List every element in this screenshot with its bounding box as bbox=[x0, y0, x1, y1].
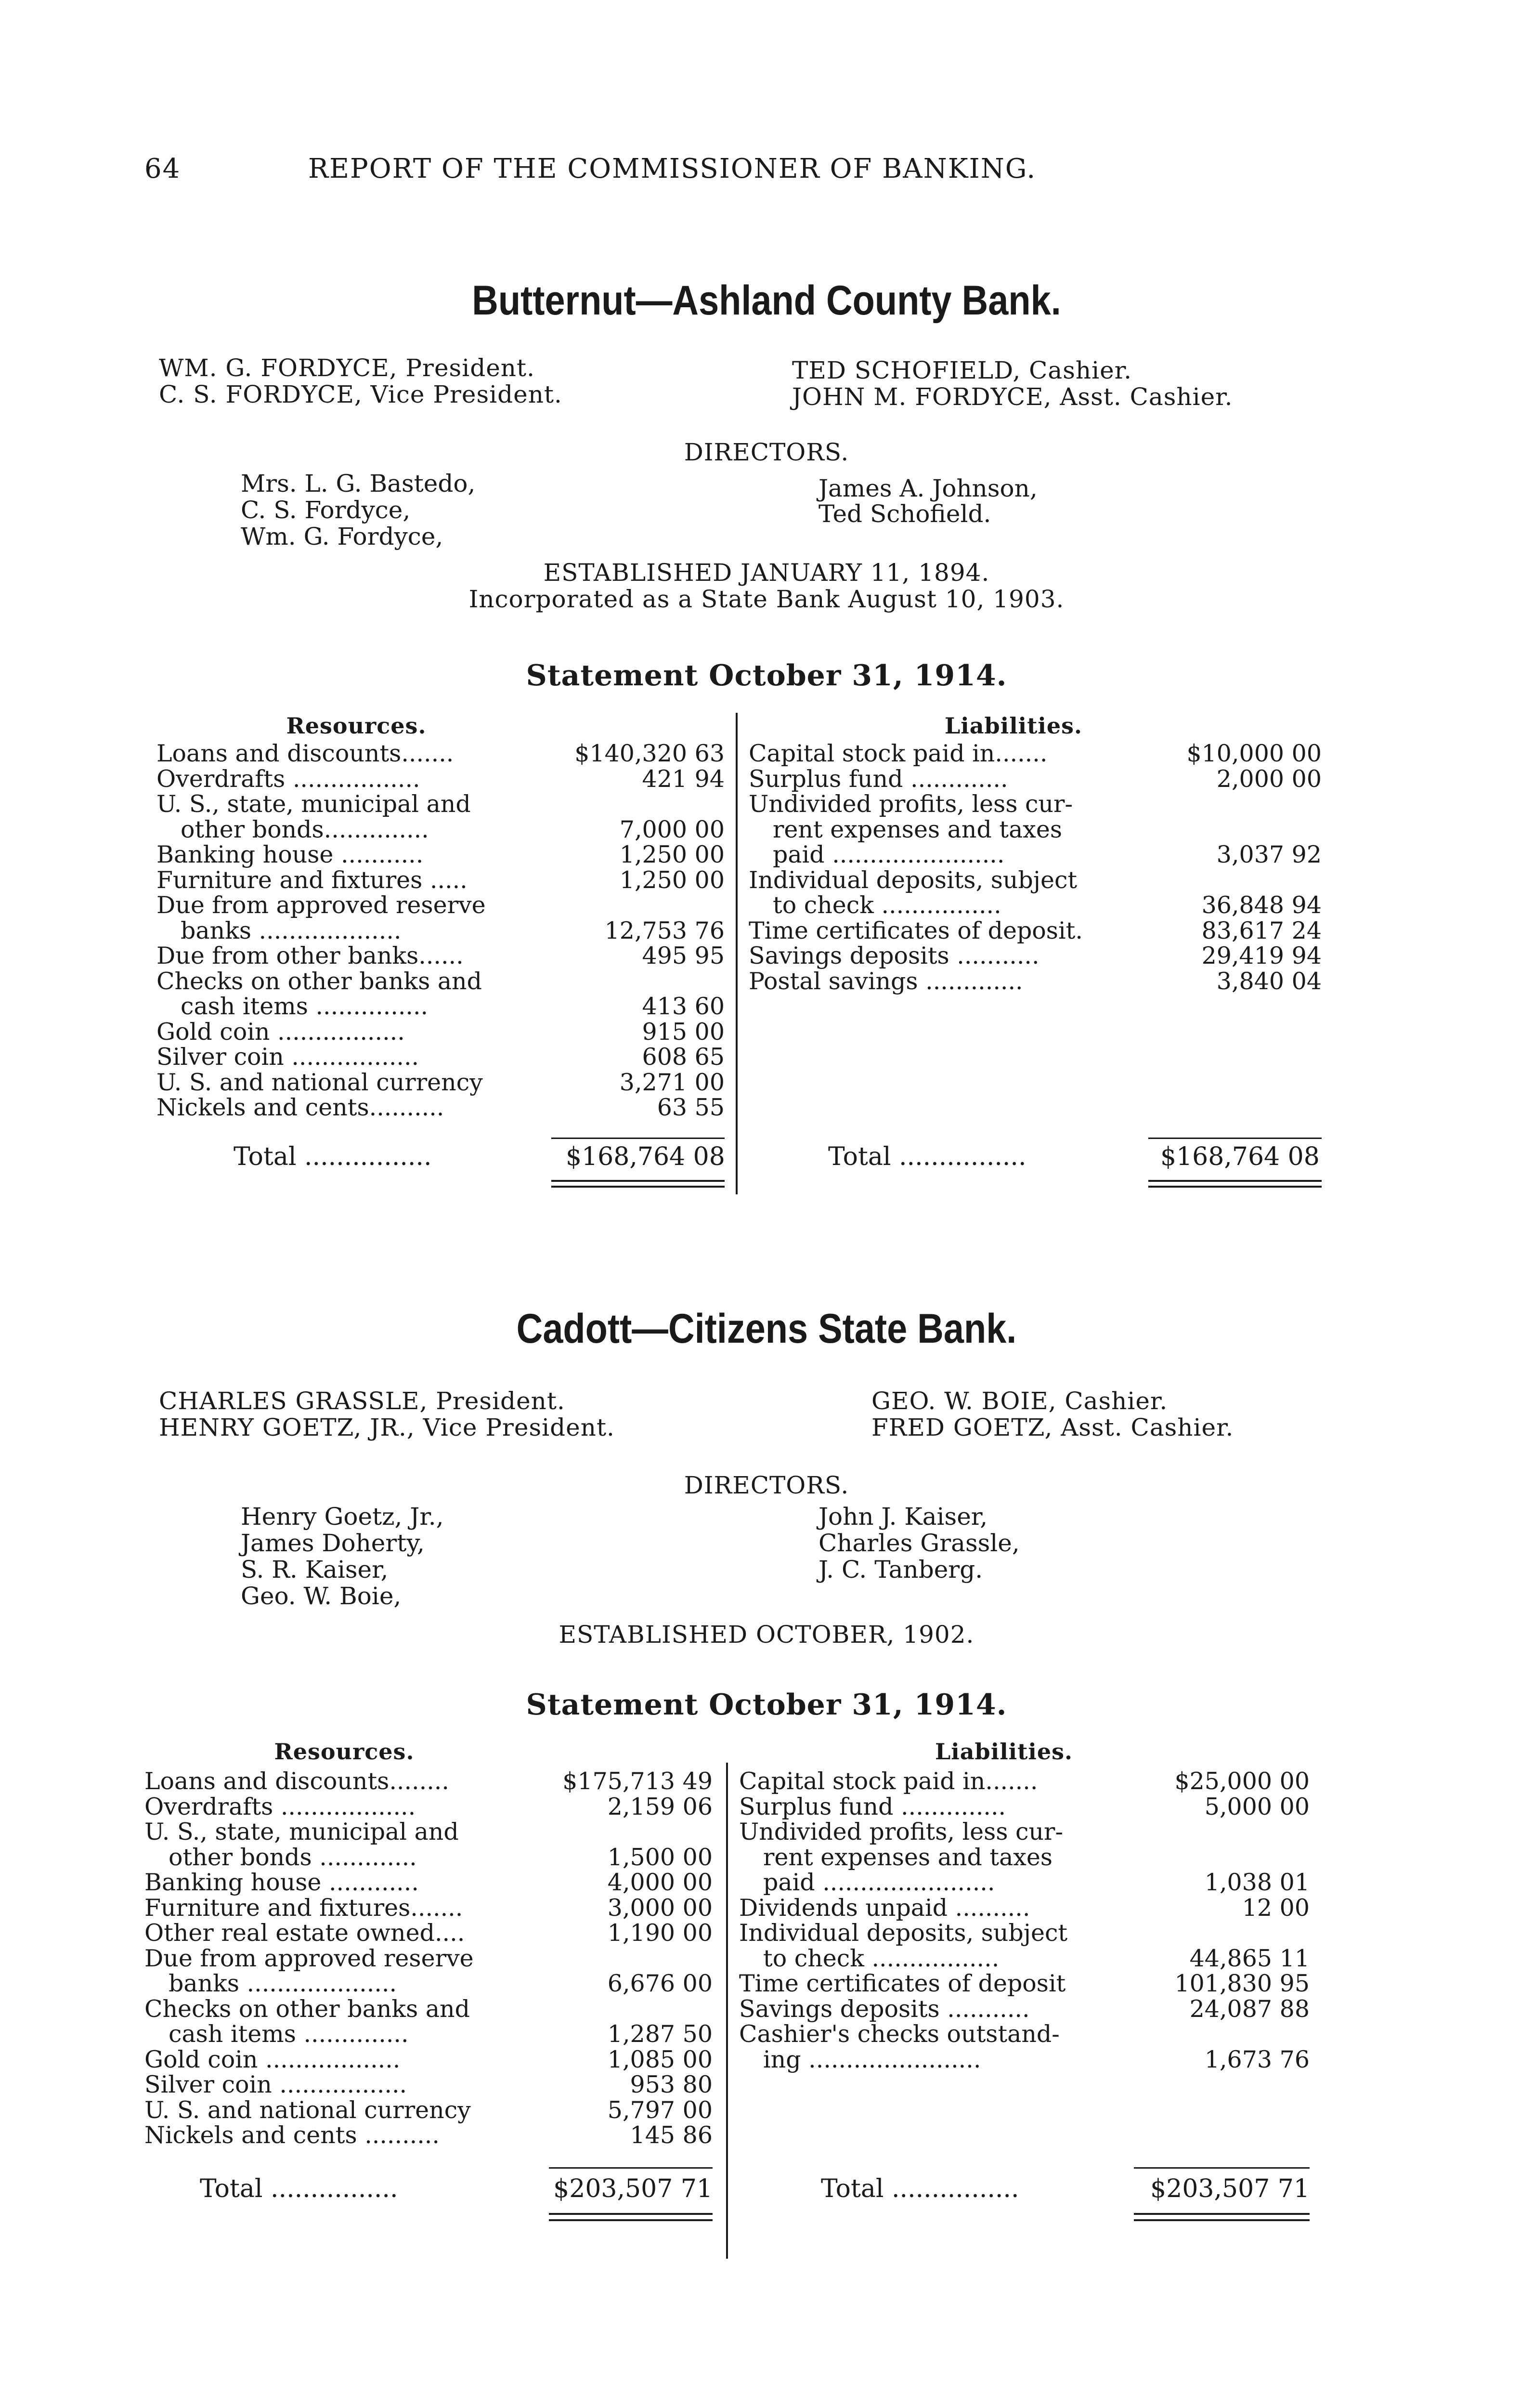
page-title: REPORT OF THE COMMISSIONER OF BANKING. bbox=[308, 153, 1037, 184]
resource-row bbox=[156, 918, 725, 944]
row-amount: 145 86 bbox=[630, 2121, 713, 2149]
incorporated-date: Incorporated as a State Bank August 10, 1903. bbox=[468, 585, 1065, 613]
directors-heading: DIRECTORS. bbox=[684, 1471, 849, 1499]
director-name: Mrs. L. G. Bastedo, bbox=[241, 470, 476, 497]
bank-title: Butternut—Ashland County Bank. bbox=[472, 277, 1061, 324]
director-name: Ted Schofield. bbox=[818, 500, 991, 528]
liability-row bbox=[749, 892, 1322, 918]
row-amount: $175,713 49 bbox=[562, 1767, 713, 1795]
resource-row bbox=[156, 867, 725, 893]
total-liabilities-row bbox=[821, 2174, 1310, 2203]
row-label: Banking house ............ bbox=[144, 1869, 419, 1896]
row-label: to check ................. bbox=[763, 1944, 1000, 1972]
row-amount: $140,320 63 bbox=[574, 740, 725, 767]
row-amount: 29,419 94 bbox=[1201, 942, 1322, 969]
resource-row bbox=[156, 892, 725, 918]
row-amount: 4,000 00 bbox=[607, 1869, 713, 1896]
row-label: Time certificates of deposit bbox=[739, 1970, 1066, 1997]
double-rule bbox=[549, 2213, 713, 2215]
resource-row bbox=[144, 1996, 713, 2022]
row-amount: 24,087 88 bbox=[1189, 1995, 1310, 2023]
subtotal-rule bbox=[1134, 2167, 1310, 2169]
liability-row bbox=[739, 1768, 1310, 1794]
row-label: U. S., state, municipal and bbox=[144, 1818, 459, 1845]
resources-heading: Resources. bbox=[286, 713, 427, 739]
officer-asst-cashier: JOHN M. FORDYCE, Asst. Cashier. bbox=[792, 383, 1233, 411]
liability-row bbox=[749, 867, 1322, 893]
double-rule bbox=[549, 2219, 713, 2221]
total-label: Total ................ bbox=[234, 1142, 432, 1171]
officer-cashier: TED SCHOFIELD, Cashier. bbox=[792, 356, 1132, 384]
director-name: Henry Goetz, Jr., bbox=[241, 1503, 444, 1531]
row-label: Silver coin ................. bbox=[144, 2071, 407, 2098]
total-liabilities-row bbox=[828, 1142, 1319, 1171]
page-header bbox=[144, 153, 1444, 192]
liability-row bbox=[739, 1920, 1310, 1946]
double-rule bbox=[1148, 1180, 1322, 1182]
row-amount: 5,797 00 bbox=[607, 2096, 713, 2124]
row-label: Checks on other banks and bbox=[144, 1995, 470, 2023]
resource-row bbox=[156, 817, 725, 843]
total-resources-amount: $168,764 08 bbox=[566, 1142, 725, 1171]
established-date: ESTABLISHED JANUARY 11, 1894. bbox=[543, 559, 990, 587]
director-name: James Doherty, bbox=[241, 1529, 425, 1557]
liability-row bbox=[749, 943, 1322, 969]
liability-row bbox=[739, 2021, 1310, 2047]
resource-row bbox=[156, 1019, 725, 1045]
row-amount: 101,830 95 bbox=[1174, 1970, 1310, 1997]
row-label: Savings deposits ........... bbox=[749, 942, 1039, 969]
director-name: S. R. Kaiser, bbox=[241, 1556, 389, 1584]
total-liabilities-amount: $168,764 08 bbox=[1160, 1142, 1320, 1171]
row-label: Due from approved reserve bbox=[156, 891, 486, 919]
officer-president: CHARLES GRASSLE, President. bbox=[159, 1387, 565, 1415]
row-label: Due from other banks...... bbox=[156, 942, 464, 969]
row-label: Due from approved reserve bbox=[144, 1944, 474, 1972]
row-amount: 2,159 06 bbox=[607, 1793, 713, 1820]
director-name: Charles Grassle, bbox=[818, 1529, 1020, 1557]
row-label: banks .................... bbox=[169, 1970, 397, 1997]
row-amount: 3,037 92 bbox=[1216, 841, 1322, 868]
resource-row bbox=[144, 1768, 713, 1794]
liability-row bbox=[739, 1971, 1310, 1997]
row-label: Dividends unpaid .......... bbox=[739, 1894, 1030, 1922]
resource-row bbox=[144, 1895, 713, 1921]
row-label: other bonds ............. bbox=[169, 1843, 417, 1871]
resource-row bbox=[156, 968, 725, 995]
resource-row bbox=[156, 1070, 725, 1096]
row-label: Capital stock paid in....... bbox=[739, 1767, 1038, 1795]
total-label: Total ................ bbox=[828, 1142, 1026, 1171]
resource-row bbox=[144, 2072, 713, 2098]
director-name: James A. Johnson, bbox=[818, 474, 1038, 502]
row-label: rent expenses and taxes bbox=[763, 1843, 1053, 1871]
officer-cashier: GEO. W. BOIE, Cashier. bbox=[871, 1387, 1168, 1415]
row-amount: 608 65 bbox=[642, 1043, 725, 1071]
row-label: Loans and discounts........ bbox=[144, 1767, 449, 1795]
liability-row bbox=[739, 1895, 1310, 1921]
row-label: Cashier's checks outstand- bbox=[739, 2020, 1060, 2048]
row-label: ing ....................... bbox=[763, 2045, 981, 2073]
row-amount: 1,500 00 bbox=[607, 1843, 713, 1871]
liability-row bbox=[749, 741, 1322, 767]
row-amount: 12,753 76 bbox=[604, 916, 725, 944]
row-amount: 413 60 bbox=[642, 993, 725, 1020]
resources-heading: Resources. bbox=[274, 1739, 415, 1765]
row-amount: 3,840 04 bbox=[1216, 967, 1322, 995]
liability-row bbox=[739, 2047, 1310, 2073]
resource-row bbox=[144, 1920, 713, 1946]
row-amount: 2,000 00 bbox=[1216, 765, 1322, 793]
row-amount: 1,190 00 bbox=[607, 1919, 713, 1947]
resource-row bbox=[144, 1845, 713, 1871]
row-amount: 915 00 bbox=[642, 1018, 725, 1046]
row-amount: 6,676 00 bbox=[607, 1970, 713, 1997]
row-label: Surplus fund ............. bbox=[749, 765, 1008, 793]
total-label: Total ................ bbox=[821, 2174, 1019, 2203]
total-liabilities-amount: $203,507 71 bbox=[1150, 2174, 1310, 2203]
row-label: Furniture and fixtures ..... bbox=[156, 866, 468, 894]
established-date: ESTABLISHED OCTOBER, 1902. bbox=[559, 1621, 974, 1649]
statement-title: Statement October 31, 1914. bbox=[526, 659, 1007, 693]
resource-row bbox=[156, 1095, 725, 1121]
liabilities-heading: Liabilities. bbox=[935, 1739, 1073, 1765]
liability-row bbox=[739, 1870, 1310, 1896]
row-label: to check ................ bbox=[773, 891, 1001, 919]
resource-row bbox=[156, 943, 725, 969]
row-amount: $10,000 00 bbox=[1186, 740, 1322, 767]
resource-row bbox=[156, 741, 725, 767]
double-rule bbox=[1148, 1186, 1322, 1188]
row-label: paid ....................... bbox=[773, 841, 1005, 868]
row-label: Silver coin ................. bbox=[156, 1043, 419, 1071]
resource-row bbox=[144, 1971, 713, 1997]
row-label: U. S. and national currency bbox=[156, 1068, 483, 1096]
bank-title: Cadott—Citizens State Bank. bbox=[516, 1306, 1017, 1352]
resource-row bbox=[156, 994, 725, 1020]
row-label: Nickels and cents.......... bbox=[156, 1094, 444, 1121]
row-label: Overdrafts ................. bbox=[156, 765, 420, 793]
director-name: C. S. Fordyce, bbox=[241, 496, 411, 524]
liability-row bbox=[749, 968, 1322, 995]
row-label: Nickels and cents .......... bbox=[144, 2121, 440, 2149]
officer-vice-president: HENRY GOETZ, JR., Vice President. bbox=[159, 1413, 615, 1441]
row-label: Checks on other banks and bbox=[156, 967, 482, 995]
row-label: Loans and discounts....... bbox=[156, 740, 454, 767]
row-amount: 12 00 bbox=[1242, 1894, 1310, 1922]
total-label: Total ................ bbox=[200, 2174, 398, 2203]
row-label: Savings deposits ........... bbox=[739, 1995, 1030, 2023]
double-rule bbox=[1134, 2213, 1310, 2215]
row-label: Individual deposits, subject bbox=[749, 866, 1078, 894]
row-label: paid ....................... bbox=[763, 1869, 995, 1896]
row-amount: 1,673 76 bbox=[1204, 2045, 1310, 2073]
row-label: U. S., state, municipal and bbox=[156, 790, 471, 818]
total-resources-row bbox=[200, 2174, 713, 2203]
total-resources-amount: $203,507 71 bbox=[553, 2174, 713, 2203]
total-resources-row bbox=[234, 1142, 725, 1171]
liability-row bbox=[739, 1794, 1310, 1820]
resource-row bbox=[144, 1819, 713, 1845]
row-label: cash items ............... bbox=[181, 993, 429, 1020]
row-amount: 63 55 bbox=[657, 1094, 725, 1121]
row-amount: 44,865 11 bbox=[1189, 1944, 1310, 1972]
resource-row bbox=[144, 2122, 713, 2148]
liability-row bbox=[749, 791, 1322, 817]
director-name: John J. Kaiser, bbox=[818, 1503, 988, 1531]
row-label: rent expenses and taxes bbox=[773, 815, 1063, 843]
row-label: U. S. and national currency bbox=[144, 2096, 471, 2124]
row-amount: 3,000 00 bbox=[607, 1894, 713, 1922]
row-label: Postal savings ............. bbox=[749, 967, 1023, 995]
row-amount: 1,250 00 bbox=[619, 841, 725, 868]
row-label: Other real estate owned.... bbox=[144, 1919, 465, 1947]
row-label: Capital stock paid in....... bbox=[749, 740, 1048, 767]
liability-row bbox=[739, 1946, 1310, 1972]
subtotal-rule bbox=[549, 2167, 713, 2169]
row-amount: 953 80 bbox=[630, 2071, 713, 2098]
row-amount: 1,287 50 bbox=[607, 2020, 713, 2048]
liability-row bbox=[739, 1996, 1310, 2022]
row-label: cash items .............. bbox=[169, 2020, 409, 2048]
liability-row bbox=[739, 1819, 1310, 1845]
officer-asst-cashier: FRED GOETZ, Asst. Cashier. bbox=[871, 1413, 1234, 1441]
resource-row bbox=[156, 842, 725, 868]
row-amount: 7,000 00 bbox=[619, 815, 725, 843]
page-number: 64 bbox=[144, 153, 181, 184]
officer-vice-president: C. S. FORDYCE, Vice President. bbox=[159, 380, 562, 408]
row-label: Furniture and fixtures....... bbox=[144, 1894, 463, 1922]
liabilities-heading: Liabilities. bbox=[944, 713, 1083, 739]
liability-row bbox=[749, 766, 1322, 792]
row-label: other bonds.............. bbox=[181, 815, 429, 843]
resource-row bbox=[144, 2021, 713, 2047]
subtotal-rule bbox=[551, 1138, 725, 1139]
resource-row bbox=[156, 1044, 725, 1070]
row-amount: 495 95 bbox=[642, 942, 725, 969]
row-label: Gold coin .................. bbox=[144, 2045, 401, 2073]
director-name: J. C. Tanberg. bbox=[818, 1556, 983, 1584]
row-amount: 83,617 24 bbox=[1201, 916, 1322, 944]
director-name: Wm. G. Fordyce, bbox=[241, 523, 443, 550]
resource-row bbox=[144, 1946, 713, 1972]
row-label: Surplus fund .............. bbox=[739, 1793, 1006, 1820]
double-rule bbox=[1134, 2219, 1310, 2221]
row-label: Overdrafts .................. bbox=[144, 1793, 416, 1820]
resource-row bbox=[156, 766, 725, 792]
row-amount: 421 94 bbox=[642, 765, 725, 793]
liability-row bbox=[749, 918, 1322, 944]
row-amount: 5,000 00 bbox=[1204, 1793, 1310, 1820]
row-label: Undivided profits, less cur- bbox=[739, 1818, 1064, 1845]
row-label: Time certificates of deposit. bbox=[749, 916, 1083, 944]
double-rule bbox=[551, 1180, 725, 1182]
resource-row bbox=[156, 791, 725, 817]
row-label: banks ................... bbox=[181, 916, 402, 944]
double-rule bbox=[551, 1186, 725, 1188]
liability-row bbox=[749, 817, 1322, 843]
directors-heading: DIRECTORS. bbox=[684, 438, 849, 466]
row-amount: $25,000 00 bbox=[1174, 1767, 1310, 1795]
statement-title: Statement October 31, 1914. bbox=[526, 1688, 1007, 1722]
row-label: Gold coin ................. bbox=[156, 1018, 405, 1046]
resource-row bbox=[144, 2047, 713, 2073]
director-name: Geo. W. Boie, bbox=[241, 1582, 402, 1610]
row-amount: 3,271 00 bbox=[619, 1068, 725, 1096]
row-label: Banking house ........... bbox=[156, 841, 424, 868]
row-label: Individual deposits, subject bbox=[739, 1919, 1068, 1947]
row-amount: 36,848 94 bbox=[1201, 891, 1322, 919]
resource-row bbox=[144, 1794, 713, 1820]
row-amount: 1,038 01 bbox=[1204, 1869, 1310, 1896]
liability-row bbox=[739, 1845, 1310, 1871]
subtotal-rule bbox=[1148, 1138, 1322, 1139]
row-amount: 1,085 00 bbox=[607, 2045, 713, 2073]
resource-row bbox=[144, 1870, 713, 1896]
row-label: Undivided profits, less cur- bbox=[749, 790, 1073, 818]
resource-row bbox=[144, 2097, 713, 2123]
officer-president: WM. G. FORDYCE, President. bbox=[159, 354, 535, 382]
row-amount: 1,250 00 bbox=[619, 866, 725, 894]
liability-row bbox=[749, 842, 1322, 868]
column-divider bbox=[736, 713, 738, 1194]
column-divider bbox=[726, 1763, 728, 2259]
